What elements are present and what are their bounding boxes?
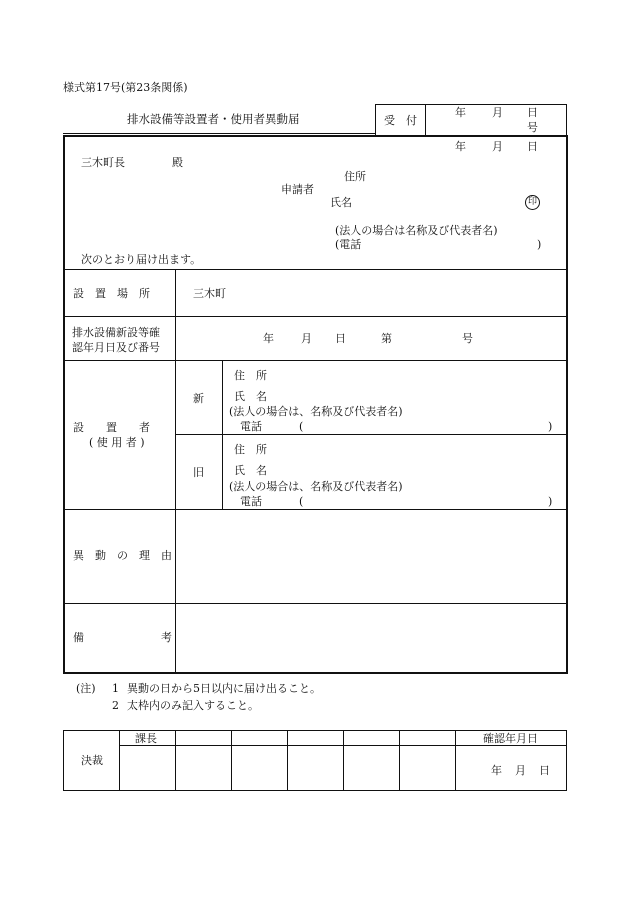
label-column-divider (175, 269, 176, 673)
remarks-label: 備 考 (73, 631, 172, 644)
approval-col-1 (119, 730, 120, 791)
note-2-text: 太枠内のみ記入すること。 (127, 699, 259, 712)
seal-mark: 印 (525, 195, 540, 210)
new-phone-close: ) (548, 420, 553, 433)
approval-col-3 (231, 730, 232, 791)
confirm-label-line1: 排水設備新設等確 (72, 326, 160, 339)
approval-col-2 (175, 730, 176, 791)
old-phone-open: ( (299, 495, 304, 508)
row-line-new-old (175, 434, 567, 435)
old-phone-label: 電話 (240, 495, 262, 508)
applicant-phone-label: (電話 (335, 238, 362, 251)
confirm-day: 日 (335, 332, 346, 345)
title-underline (63, 133, 375, 134)
reception-day: 日 (527, 106, 538, 119)
row-line-3 (64, 360, 567, 361)
approval-label: 決裁 (81, 754, 103, 767)
row-line-1 (64, 269, 567, 270)
location-value[interactable]: 三木町 (193, 287, 226, 300)
reception-number: 号 (527, 121, 538, 134)
reception-label: 受 付 (384, 114, 417, 127)
note-2-number: 2 (112, 699, 119, 712)
new-phone-open: ( (299, 420, 304, 433)
approval-col-4 (287, 730, 288, 791)
confirm-month: 月 (301, 332, 312, 345)
applicant-address-label: 住所 (344, 170, 366, 183)
confirm-label-line2: 認年月日及び番号 (72, 341, 160, 354)
form-id: 様式第17号(第23条関係) (63, 81, 188, 94)
approval-col-6 (399, 730, 400, 791)
row-line-2 (64, 316, 567, 317)
confirm-year: 年 (263, 332, 274, 345)
intro-text: 次のとおり届け出ます。 (81, 253, 202, 266)
approval-chief-label: 課長 (135, 732, 157, 745)
reception-month: 月 (492, 106, 503, 119)
location-label: 設 置 場 所 (73, 287, 150, 300)
applicant-name-label: 氏名 (330, 196, 352, 209)
header-date-month: 月 (492, 140, 503, 153)
approval-col-7 (455, 730, 456, 791)
applicant-label: 申請者 (281, 183, 314, 196)
header-date-year: 年 (455, 140, 466, 153)
row-line-4 (64, 509, 567, 510)
row-line-5 (64, 603, 567, 604)
notes-prefix: (注) (76, 682, 96, 695)
installer-sublabel: ( 使 用 者 ) (89, 436, 145, 449)
approval-year: 年 (491, 764, 502, 777)
new-old-column-divider (222, 360, 223, 509)
confirm-dai: 第 (381, 332, 392, 345)
note-1-text: 異動の日から5日以内に届け出ること。 (127, 682, 321, 695)
header-date-day: 日 (527, 140, 538, 153)
approval-col-5 (343, 730, 344, 791)
approval-month: 月 (515, 764, 526, 777)
new-address-label: 住 所 (234, 369, 267, 382)
form-title: 排水設備等設置者・使用者異動届 (127, 112, 300, 126)
new-corp-note: (法人の場合は、名称及び代表者名) (229, 405, 403, 418)
addressee-name: 三木町長 (81, 156, 125, 169)
reason-label: 異 動 の 理 由 (73, 549, 172, 562)
note-1-number: 1 (112, 682, 119, 695)
installer-old-label: 旧 (193, 466, 204, 479)
reception-divider (425, 104, 426, 136)
installer-new-label: 新 (193, 392, 204, 405)
approval-confirm-label: 確認年月日 (483, 732, 538, 745)
applicant-corp-note: (法人の場合は名称及び代表者名) (335, 224, 498, 237)
old-corp-note: (法人の場合は、名称及び代表者名) (229, 480, 403, 493)
approval-day: 日 (539, 764, 550, 777)
applicant-phone-close: ) (537, 238, 542, 251)
new-name-label: 氏 名 (234, 390, 267, 403)
reception-year: 年 (455, 106, 466, 119)
old-name-label: 氏 名 (234, 464, 267, 477)
new-phone-label: 電話 (240, 420, 262, 433)
old-address-label: 住 所 (234, 443, 267, 456)
installer-label: 設 置 者 (73, 421, 150, 434)
confirm-gou: 号 (462, 332, 473, 345)
old-phone-close: ) (548, 495, 553, 508)
addressee-honorific: 殿 (172, 156, 183, 169)
